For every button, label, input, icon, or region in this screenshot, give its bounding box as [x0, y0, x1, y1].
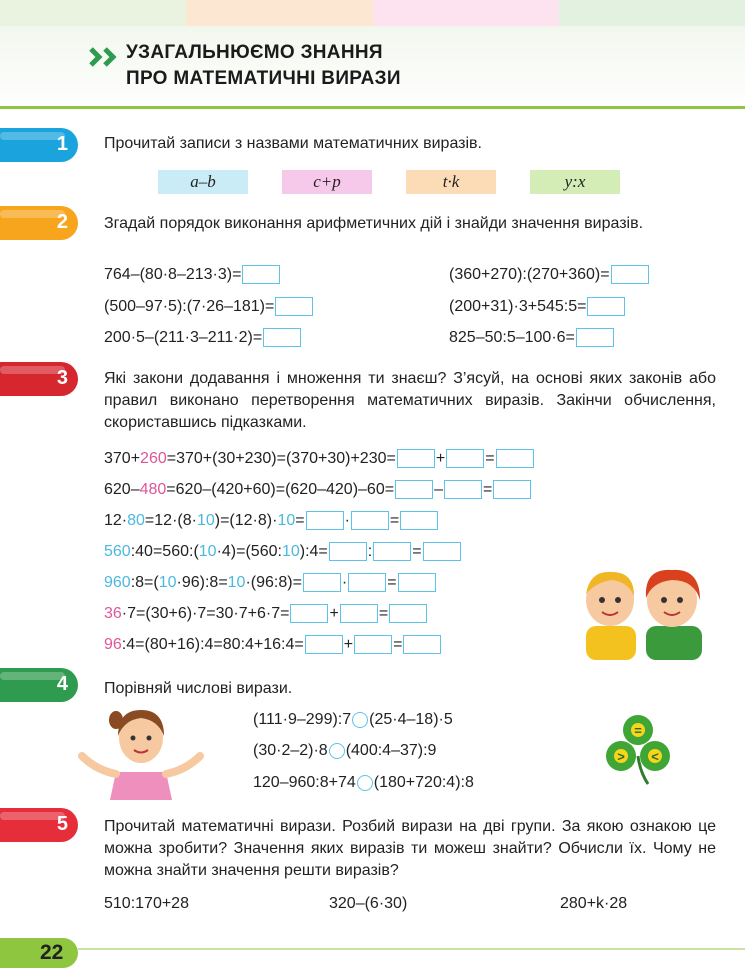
clover-equal-sign: = [634, 723, 642, 738]
task-4-compare-3: 120–960:8+74 (180+720:4):8 [253, 774, 474, 791]
task-5-expr-3: 280+k·28 [560, 895, 628, 912]
task-2-expr-4: (360+270):(270+360)= [449, 264, 650, 286]
task-2-expr-6: 825–50:5–100·6= [449, 327, 615, 349]
task-3-row-5: 960:8=(10·96):8=10·(96:8)= · = [104, 572, 437, 594]
answer-box[interactable] [395, 480, 433, 499]
task-5-expr-2: 320–(6·30) [329, 895, 408, 912]
task-3-row-6: 36·7=(30+6)·7=30·7+6·7= + = [104, 603, 428, 625]
page-number-tab [0, 938, 78, 968]
answer-box[interactable] [611, 265, 649, 284]
answer-box[interactable] [444, 480, 482, 499]
clover-less-sign: < [651, 749, 659, 764]
answer-box[interactable] [446, 449, 484, 468]
chip-product: t·k [406, 170, 496, 194]
task-5-tab: 5 [0, 808, 78, 842]
answer-box[interactable] [587, 297, 625, 316]
task-2-expr-1: 764–(80·8–213·3)= [104, 264, 281, 286]
clover-icon [602, 710, 674, 786]
task-5-text: Прочитай математичні вирази. Розбий вирази на дві групи. За якою ознакою це можна зробити? Значення яких виразів ти можеш знайти? Обчисли їх. Чому не можна знайти значення решти виразів? [104, 818, 716, 879]
task-2-expr-2: (500–97·5):(7·26–181)= [104, 296, 314, 318]
task-2-expr-3: 200·5–(211·3–211·2)= [104, 327, 302, 349]
title-line-1: УЗАГАЛЬНЮЄМО ЗНАННЯ [126, 42, 383, 63]
answer-box[interactable] [348, 573, 386, 592]
answer-box[interactable] [576, 328, 614, 347]
answer-box[interactable] [354, 635, 392, 654]
answer-box[interactable] [290, 604, 328, 623]
clover-greater-sign: > [617, 749, 625, 764]
answer-box[interactable] [398, 573, 436, 592]
task-3-row-1: 370+260=370+(30+230)=(370+30)+230= + = [104, 448, 535, 470]
task-4-compare-2: (30·2–2)·8 (400:4–37):9 [253, 742, 437, 759]
girl-illustration [76, 700, 206, 800]
chip-quotient: y:x [530, 170, 620, 194]
task-4-compare-1: (111·9–299):7 (25·4–18)·5 [253, 711, 453, 728]
answer-box[interactable] [306, 511, 344, 530]
task-4-text: Порівняй числові вирази. [104, 680, 293, 697]
answer-box[interactable] [275, 297, 313, 316]
task-5-expr-1: 510:170+28 [104, 895, 189, 912]
answer-box[interactable] [242, 265, 280, 284]
task-3-row-4: 560:40=560:(10·4)=(560:10):4= : = [104, 541, 462, 563]
task-3-tab: 3 [0, 362, 78, 396]
task-1-text: Прочитай записи з назвами математичних виразів. [104, 135, 482, 152]
title-line-2: ПРО МАТЕМАТИЧНІ ВИРАЗИ [126, 68, 401, 89]
answer-box[interactable] [303, 573, 341, 592]
top-color-strip [0, 0, 745, 26]
answer-box[interactable] [400, 511, 438, 530]
task-2-tab: 2 [0, 206, 78, 240]
compare-circle[interactable] [329, 743, 345, 759]
answer-box[interactable] [305, 635, 343, 654]
answer-box[interactable] [493, 480, 531, 499]
answer-box[interactable] [389, 604, 427, 623]
answer-box[interactable] [340, 604, 378, 623]
answer-box[interactable] [373, 542, 411, 561]
answer-box[interactable] [397, 449, 435, 468]
compare-circle[interactable] [352, 712, 368, 728]
answer-box[interactable] [329, 542, 367, 561]
answer-box[interactable] [403, 635, 441, 654]
chip-difference: a–b [158, 170, 248, 194]
two-children-illustration [572, 560, 712, 660]
answer-box[interactable] [496, 449, 534, 468]
task-3-row-7: 96:4=(80+16):4=80:4+16:4= + = [104, 634, 442, 656]
task-2-text: Згадай порядок виконання арифметичних дій і знайди значення виразів. [104, 215, 644, 232]
compare-circle[interactable] [357, 775, 373, 791]
footer-line [78, 948, 745, 950]
task-3-row-2: 620–480=620–(420+60)=(620–420)–60= – = [104, 479, 532, 501]
task-3-text: Які закони додавання і множення ти знаєш? З’ясуй, на основі яких законів або правил виконано перетворення математичних виразів. Закінчи обчислення, скориставшись підказками. [104, 370, 716, 431]
chip-sum: c+p [282, 170, 372, 194]
task-2-expr-5: (200+31)·3+545:5= [449, 296, 626, 318]
answer-box[interactable] [351, 511, 389, 530]
answer-box[interactable] [423, 542, 461, 561]
double-chevron-icon [88, 46, 120, 68]
task-1-tab: 1 [0, 128, 78, 162]
header-divider [0, 106, 745, 109]
answer-box[interactable] [263, 328, 301, 347]
task-3-row-3: 12·80=12·(8·10)=(12·8)·10= · = [104, 510, 439, 532]
page-number: 22 [40, 941, 64, 964]
page-title [126, 40, 401, 92]
task-4-tab: 4 [0, 668, 78, 702]
